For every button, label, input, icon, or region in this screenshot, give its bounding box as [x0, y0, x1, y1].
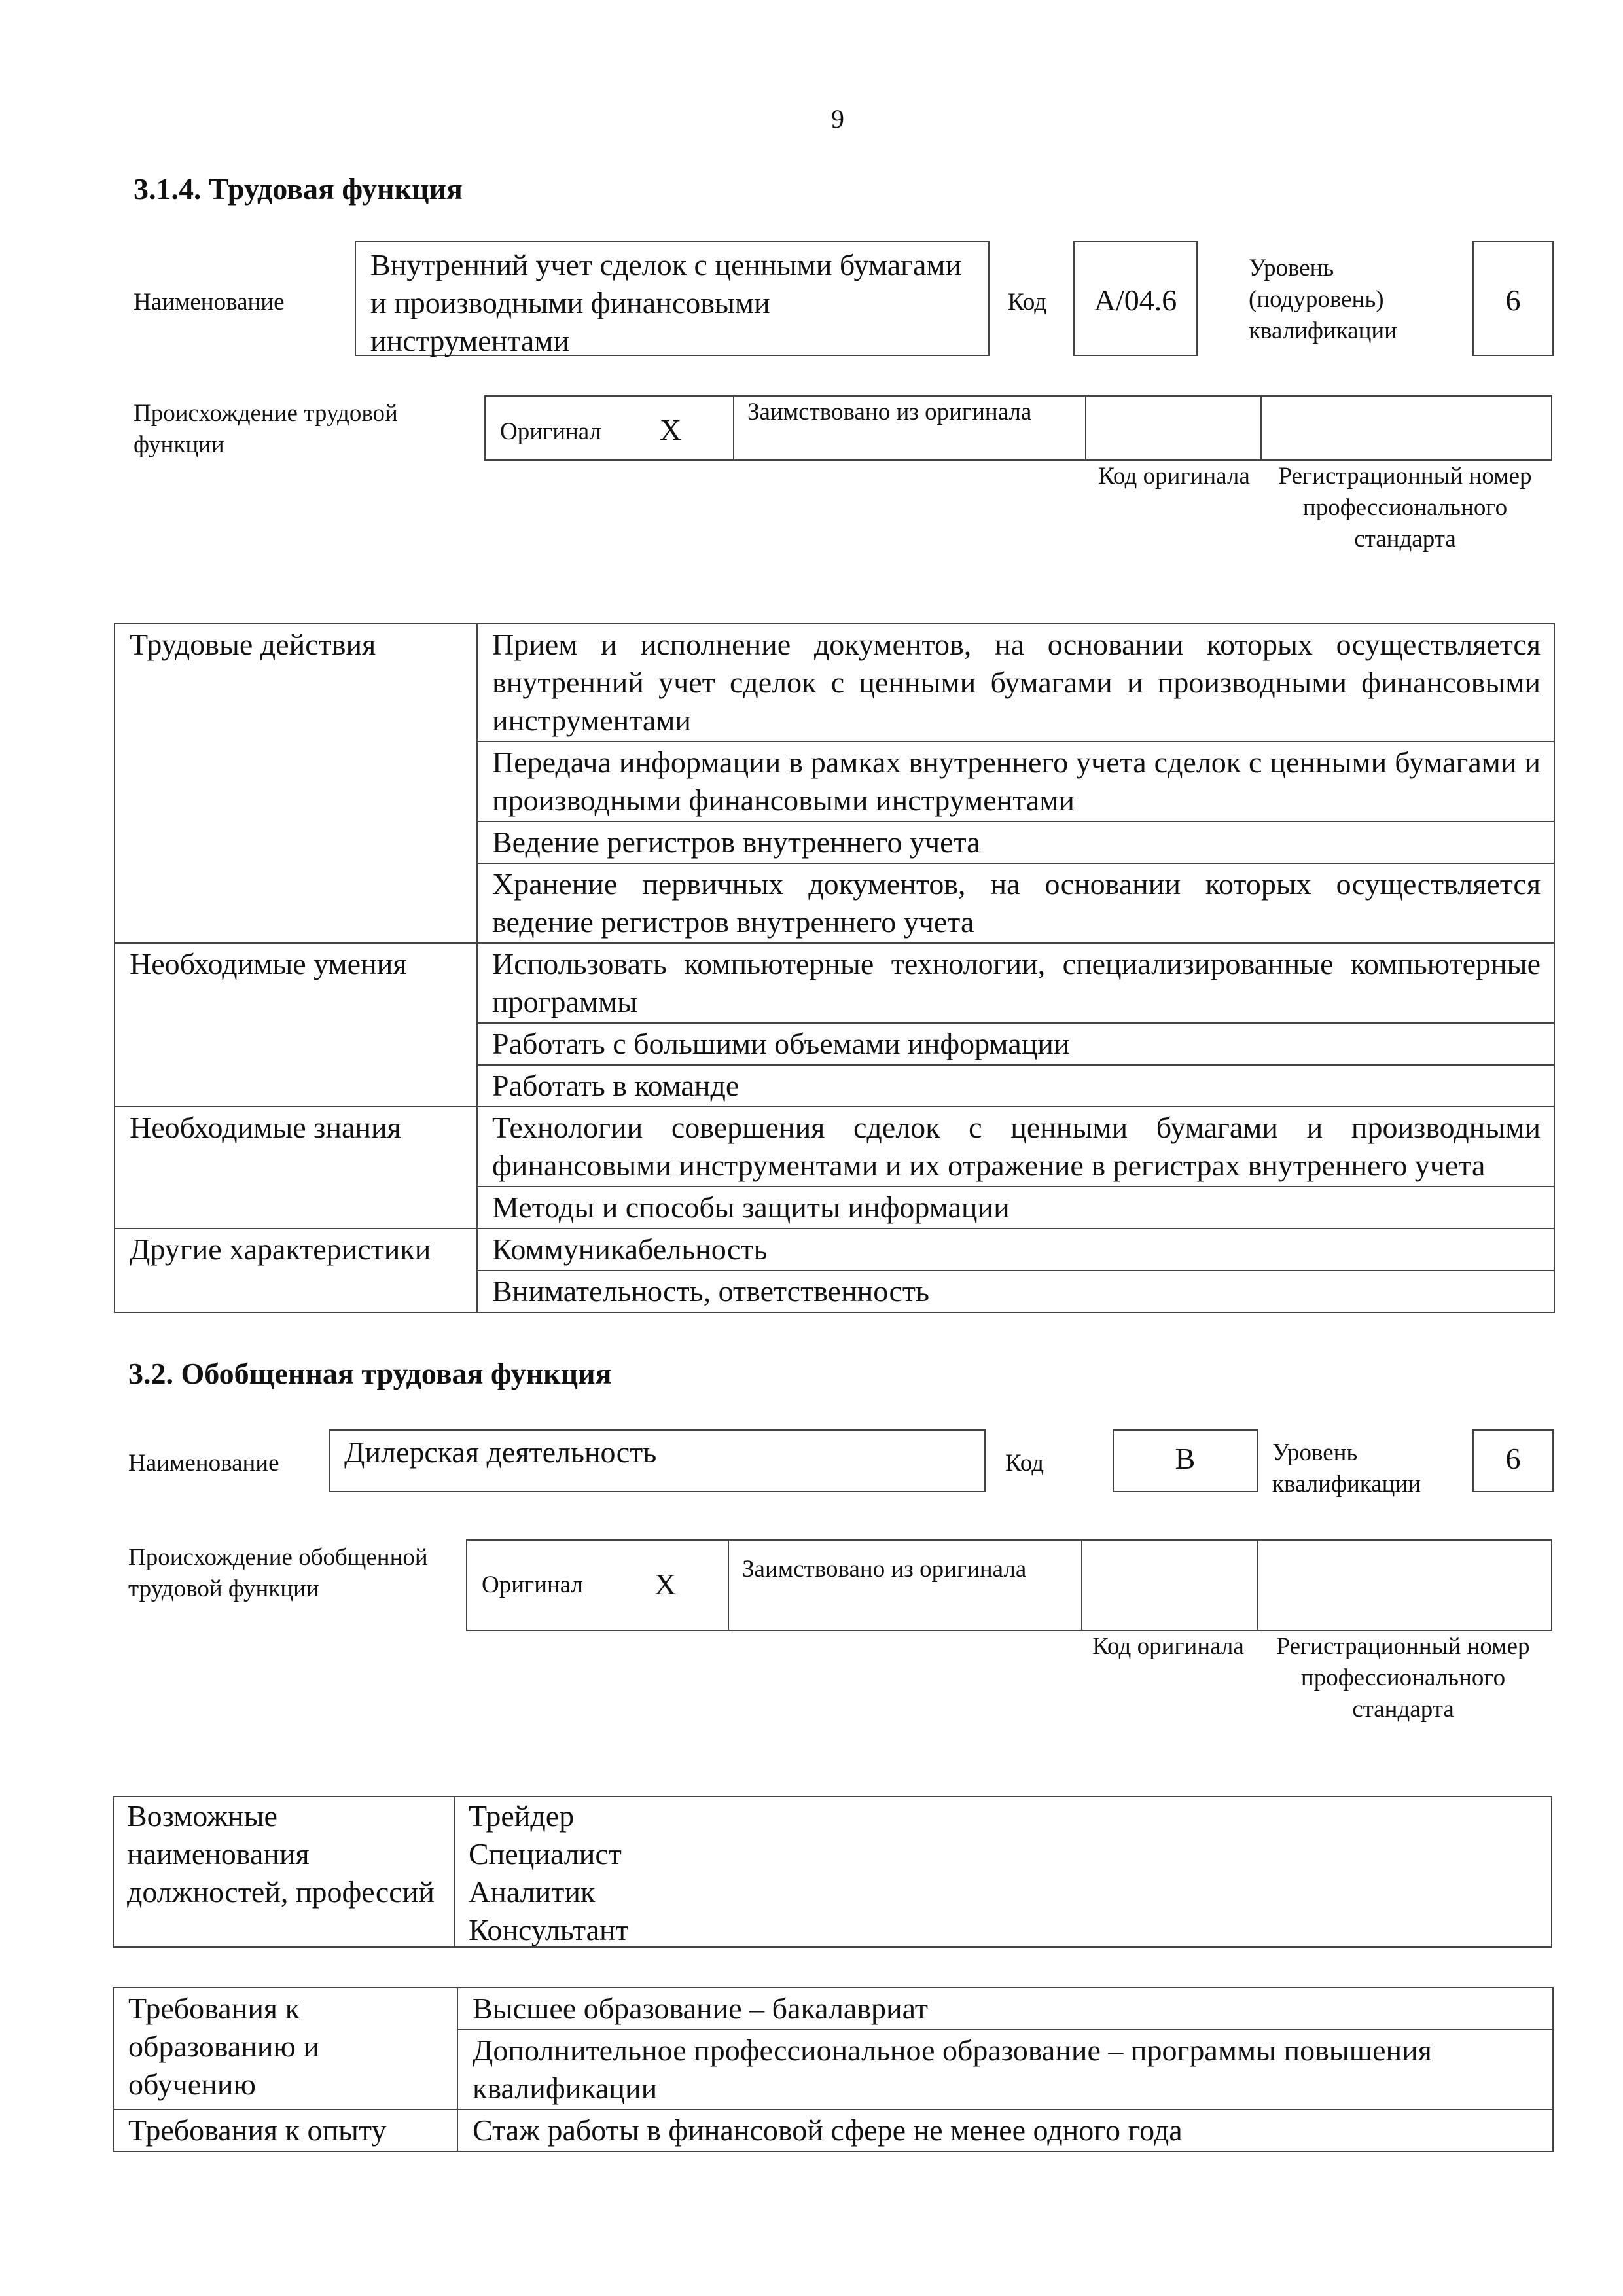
item-cell: Методы и способы защиты информации: [477, 1187, 1554, 1229]
original-code-cell-32: [1081, 1541, 1258, 1630]
category-cell: Другие характеристики: [115, 1229, 477, 1312]
table-row: [115, 624, 1554, 742]
reg-number-cell-32: [1258, 1541, 1551, 1630]
code-value-box: [1073, 241, 1198, 356]
category-cell: Трудовые действия: [115, 624, 477, 943]
name-value-box: [355, 241, 990, 356]
level-value: 6: [1505, 283, 1521, 317]
origin-label-32: Происхождение обобщенной трудовой функции: [128, 1544, 428, 1602]
item-cell: Технологии совершения сделок с ценными бумагами и производными финансовыми инструментами и их отражение в регистрах внутреннего учета: [477, 1107, 1554, 1187]
level-value-32: 6: [1505, 1442, 1521, 1475]
item-cell: Внимательность, ответственность: [477, 1270, 1554, 1312]
item-cell: Передача информации в рамках внутреннего учета сделок с ценными бумагами и производными финансовыми инструментами: [477, 742, 1554, 821]
requirements-table: [113, 1987, 1554, 2152]
level-label: Уровень (подуровень) квалификации: [1249, 255, 1397, 344]
table-row: [115, 1107, 1554, 1187]
code-label: Код: [1008, 289, 1047, 315]
item-cell: Прием и исполнение документов, на основании которых осуществляется внутренний учет сделок с ценными бумагами и производными финансовыми инструментами: [477, 624, 1554, 742]
original-code-caption-32: Код оригинала: [1092, 1633, 1244, 1660]
position-item: Консультант: [469, 1913, 629, 1946]
reg-number-cell: [1262, 397, 1551, 459]
position-item: Аналитик: [469, 1875, 596, 1909]
education-item: Дополнительное профессиональное образование – программы повышения квалификации: [457, 2030, 1553, 2109]
original-mark-32: X: [654, 1568, 677, 1601]
code-value-box-32: [1113, 1429, 1258, 1492]
education-item: Высшее образование – бакалавриат: [457, 1988, 1553, 2030]
name-value-box-32: [329, 1429, 986, 1492]
item-cell: Работать в команде: [477, 1065, 1554, 1107]
code-label-32: Код: [1005, 1450, 1044, 1477]
position-item: Трейдер: [469, 1799, 575, 1833]
item-cell: Хранение первичных документов, на основании которых осуществляется ведение регистров внутреннего учета: [477, 863, 1554, 943]
original-label: Оригинал: [500, 418, 602, 445]
table-row: [115, 943, 1554, 1023]
name-value: Внутренний учет сделок с ценными бумагами и производными финансовыми инструментами: [370, 248, 962, 357]
borrowed-label-32: Заимствовано из оригинала: [742, 1556, 1027, 1583]
code-value-32: B: [1175, 1442, 1196, 1475]
name-value-32: Дилерская деятельность: [344, 1435, 657, 1469]
table-row: [115, 1229, 1554, 1270]
page-number: 9: [831, 104, 844, 134]
name-label-32: Наименование: [128, 1450, 279, 1477]
borrowed-label: Заимствовано из оригинала: [734, 397, 1086, 459]
education-label: Требования к образованию и обучению: [113, 1988, 457, 2109]
section-heading-32: 3.2. Обобщенная трудовая функция: [128, 1357, 612, 1390]
table-row: [113, 1988, 1553, 2030]
experience-label: Требования к опыту: [113, 2109, 457, 2151]
labor-function-table: [114, 623, 1555, 1313]
positions-list: [455, 1797, 1551, 1946]
table-row: [113, 2109, 1553, 2151]
level-value-box-32: [1472, 1429, 1554, 1492]
item-cell: Коммуникабельность: [477, 1229, 1554, 1270]
item-cell: Ведение регистров внутреннего учета: [477, 821, 1554, 863]
original-label-32: Оригинал: [482, 1571, 584, 1598]
reg-number-caption: Регистрационный номер профессионального стандарта: [1278, 463, 1532, 552]
name-label: Наименование: [134, 289, 285, 315]
origin-label: Происхождение трудовой функции: [134, 400, 398, 458]
section-heading-314: 3.1.4. Трудовая функция: [134, 172, 463, 206]
origin-row: [484, 395, 1552, 461]
level-label-32: Уровень квалификации: [1272, 1439, 1421, 1498]
original-code-cell: [1086, 397, 1262, 459]
category-cell: Необходимые умения: [115, 943, 477, 1107]
code-value: A/04.6: [1094, 283, 1177, 317]
item-cell: Работать с большими объемами информации: [477, 1023, 1554, 1065]
experience-value: Стаж работы в финансовой сфере не менее одного года: [457, 2109, 1553, 2151]
original-mark: X: [660, 413, 682, 446]
position-item: Специалист: [469, 1837, 622, 1871]
reg-number-caption-32: Регистрационный номер профессионального стандарта: [1276, 1633, 1530, 1723]
original-code-caption: Код оригинала: [1098, 463, 1250, 490]
item-cell: Использовать компьютерные технологии, специализированные компьютерные программы: [477, 943, 1554, 1023]
level-value-box: [1472, 241, 1554, 356]
category-cell: Необходимые знания: [115, 1107, 477, 1229]
positions-table: [113, 1796, 1552, 1948]
origin-row-32: [466, 1539, 1552, 1631]
positions-label: Возможные наименования должностей, профессий: [114, 1797, 455, 1946]
